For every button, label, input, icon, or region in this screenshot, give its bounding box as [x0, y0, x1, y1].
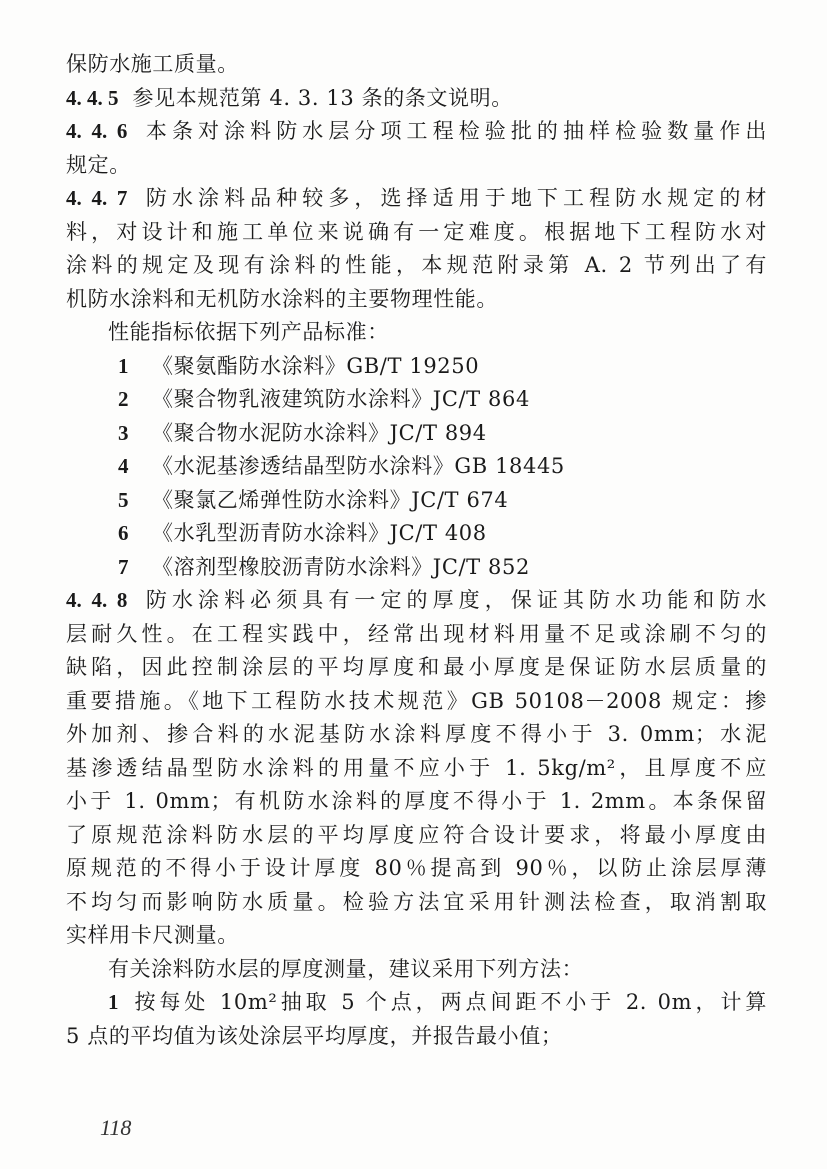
text-line: 保防水施工质量。 — [66, 52, 239, 76]
text-line: 料，对设计和施工单位来说确有一定难度。根据地下工程防水对 — [66, 219, 767, 244]
text-line: 性能指标依据下列产品标准： — [108, 320, 389, 344]
text-line: 5 点的平均值为该处涂层平均厚度，并报告最小值； — [66, 1023, 563, 1048]
clause-number: 4. 4. 8 — [66, 588, 128, 612]
text-line: 小于 1. 0mm；有机防水涂料的厚度不得小于 1. 2mm。本条保留 — [66, 789, 767, 813]
text-line: 实样用卡尺测量。 — [66, 923, 239, 947]
list-item: 2 《聚合物乳液建筑防水涂料》JC/T 864 — [118, 387, 530, 411]
clause-text: 防水涂料品种较多，选择适用于地下工程防水规定的材 — [141, 186, 767, 210]
clause-4-4-8 — [66, 584, 767, 618]
text-line: 了原规范涂料防水层的平均厚度应符合设计要求，将最小厚度由 — [66, 822, 767, 847]
text-line: 有关涂料防水层的厚度测量，建议采用下列方法： — [108, 956, 584, 981]
clause-4-4-6 — [66, 115, 767, 149]
text-line: 原规范的不得小于设计厚度 80％提高到 90％，以防止涂层厚薄 — [66, 856, 767, 880]
list-item: 6 《水乳型沥青防水涂料》JC/T 408 — [118, 521, 487, 545]
clause-text: 参见本规范第 4. 3. 13 条的条文说明。 — [132, 85, 513, 110]
page-number: 118 — [100, 1115, 132, 1140]
text-line: 规定。 — [66, 152, 131, 177]
clause-4-4-5 — [66, 82, 767, 116]
clause-4-4-7 — [66, 182, 767, 216]
clause-number: 4. 4. 7 — [66, 186, 128, 210]
text-line: 层耐久性。在工程实践中，经常出现材料用量不足或涂刷不匀的 — [66, 621, 767, 646]
clause-text: 本条对涂料防水层分项工程检验批的抽样检验数量作出 — [141, 119, 767, 143]
list-item: 3 《聚合物水泥防水涂料》JC/T 894 — [118, 420, 487, 445]
text-line: 外加剂、掺合料的水泥基防水涂料厚度不得小于 3. 0mm；水泥 — [66, 722, 767, 746]
clause-text: 防水涂料必须具有一定的厚度，保证其防水功能和防水 — [141, 588, 767, 612]
text-line: 基渗透结晶型防水涂料的用量不应小于 1. 5kg/m²，且厚度不应 — [66, 755, 767, 780]
text-line: 机防水涂料和无机防水涂料的主要物理性能。 — [66, 286, 498, 311]
list-item: 5 《聚氯乙烯弹性防水涂料》JC/T 674 — [118, 487, 509, 512]
standards-list — [66, 350, 767, 585]
text-line: 重要措施。《地下工程防水技术规范》GB 50108－2008 规定：掺 — [66, 688, 767, 713]
list-item: 4 《水泥基渗透结晶型防水涂料》GB 18445 — [118, 454, 565, 478]
text-line: 涂料的规定及现有涂料的性能，本规范附录第 A. 2 节列出了有 — [66, 253, 767, 277]
list-item: 1 《聚氨酯防水涂料》GB/T 19250 — [118, 353, 480, 378]
step-number: 1 — [108, 990, 120, 1014]
clause-number: 4. 4. 5 — [66, 85, 119, 110]
text-line: 不均匀而影响防水质量。检验方法宜采用针测法检查，取消割取 — [66, 889, 767, 914]
step-1 — [66, 986, 767, 1020]
clause-number: 4. 4. 6 — [66, 119, 128, 143]
text-line: 缺陷，因此控制涂层的平均厚度和最小厚度是保证防水层质量的 — [66, 655, 767, 679]
list-item: 7 《溶剂型橡胶沥青防水涂料》JC/T 852 — [118, 554, 530, 579]
step-text: 按每处 10m²抽取 5 个点，两点间距不小于 2. 0m，计算 — [131, 990, 767, 1014]
